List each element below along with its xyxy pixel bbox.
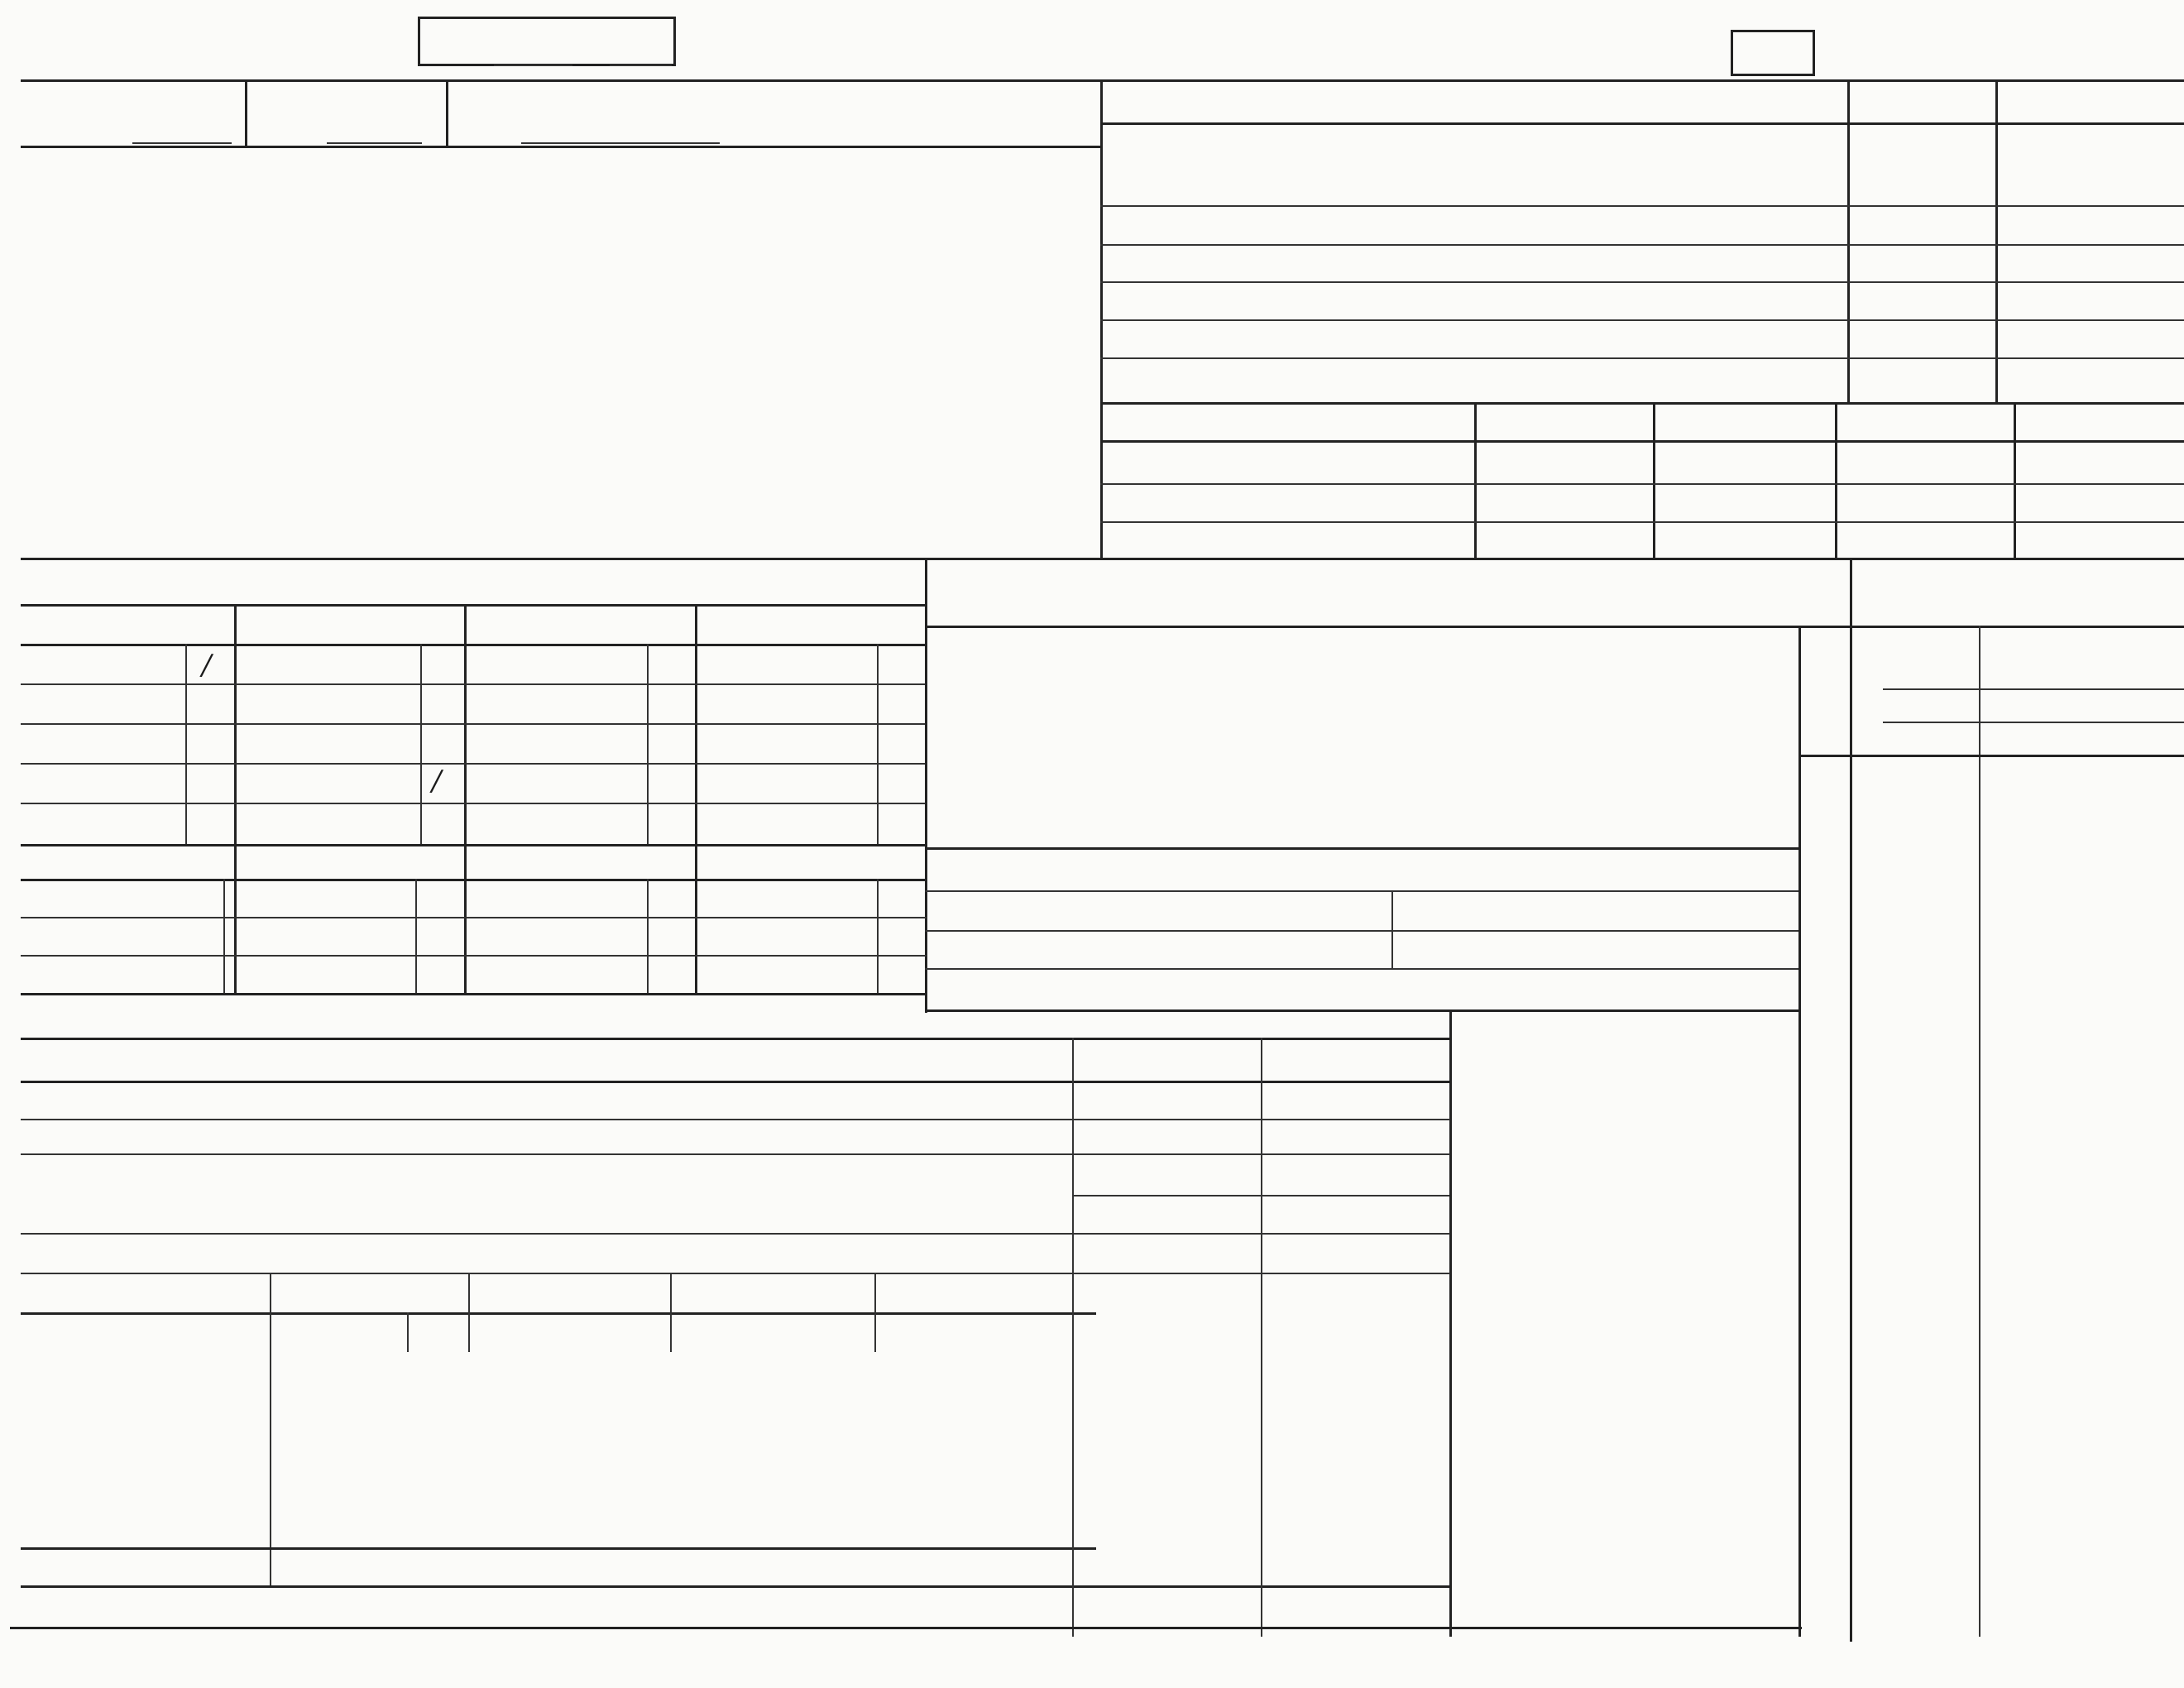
check-level: / [202, 649, 212, 682]
card-of-box [418, 17, 676, 66]
check-electricity: / [432, 765, 442, 798]
district-number-box [1731, 30, 1815, 76]
